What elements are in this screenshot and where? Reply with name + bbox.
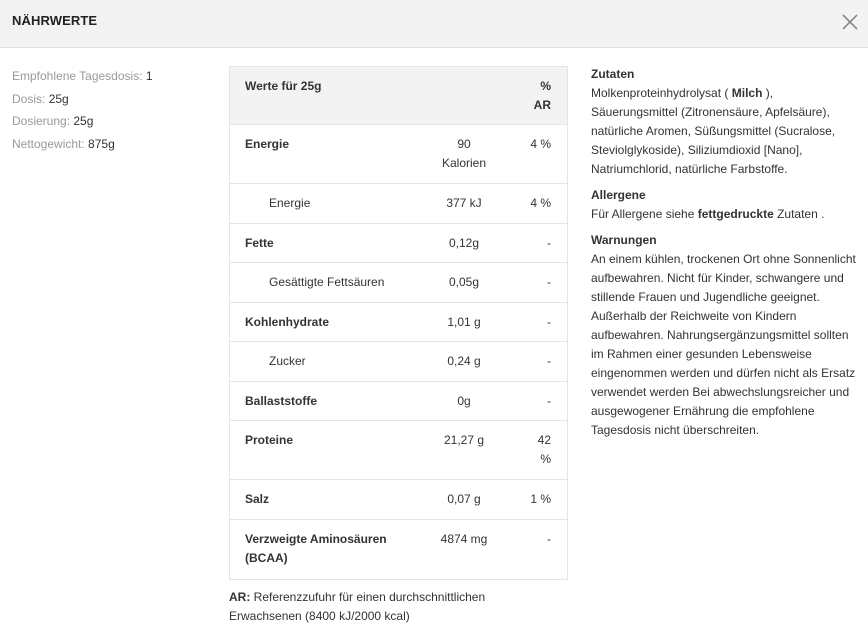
row-name-line1: Verzweigte Aminosäuren xyxy=(245,531,387,546)
ar-footnote xyxy=(229,588,559,626)
modal-header xyxy=(0,0,868,48)
modal-title: NÄHRWERTE xyxy=(12,13,98,28)
header-ar-line2: AR xyxy=(533,98,551,112)
row-ar: 4 % xyxy=(530,196,551,210)
row-ar: - xyxy=(547,235,551,250)
table-row xyxy=(230,382,567,422)
row-value: 0,05g xyxy=(448,275,480,289)
allergens-title: Allergene xyxy=(591,188,646,202)
footnote-text: Referenzzufuhr für einen durchschnittlichen Erwachsenen (8400 kJ/2000 kcal) xyxy=(229,590,486,623)
meta-label: Dosierung: xyxy=(12,114,74,129)
meta-dose xyxy=(12,88,153,111)
header-value xyxy=(410,67,518,124)
meta-label: Empfohlene Tagesdosis: xyxy=(12,69,146,83)
meta-value: 25g xyxy=(73,114,94,129)
row-name: Kohlenhydrate xyxy=(245,314,330,329)
row-value-line2: Kalorien xyxy=(441,156,487,170)
warnings-text: An einem kühlen, trockenen Ort ohne Sonnenlicht aufbewahren. Nicht für Kinder, schwangere und stillende Frauen und Jugendliche geeignet. Außerhalb der Reichweite von Kindern aufbewahren. Nahrungsergänzungsmittel sollten im Rahmen einer gesunden Lebensweise eingenommen werden und dürfen nicht als Ersatz verwendet werden Bei abwechslungsreicher und ausgewogener Ernährung die empfohlene Tagesdosis nicht überschreiten. xyxy=(591,252,856,437)
ingredients-text xyxy=(591,84,861,179)
allergens-text-after: Zutaten . xyxy=(773,207,825,221)
row-name: Energie xyxy=(245,137,290,151)
row-name: Salz xyxy=(245,492,270,506)
warnings-section xyxy=(591,231,861,440)
meta-dosage xyxy=(12,110,153,133)
ingredients-text-before: Molkenproteinhydrolysat ( xyxy=(591,86,732,100)
row-name: Gesättigte Fettsäuren xyxy=(269,275,385,289)
nutrition-table xyxy=(229,66,568,580)
meta-value: 1 xyxy=(145,69,153,83)
close-button[interactable] xyxy=(841,13,859,31)
meta-label: Nettogewicht: xyxy=(12,137,89,152)
row-ar: - xyxy=(547,393,551,408)
meta-net-weight xyxy=(12,133,153,156)
row-ar: 1 % xyxy=(530,492,551,506)
row-value: 4874 mg xyxy=(440,531,488,546)
allergens-text-before: Für Allergene siehe xyxy=(591,207,698,221)
ingredients-title: Zutaten xyxy=(591,67,635,81)
footnote-label: AR: xyxy=(229,590,251,604)
row-name: Proteine xyxy=(245,433,294,447)
row-ar xyxy=(518,421,567,479)
row-value: 0,07 g xyxy=(447,492,481,506)
table-row xyxy=(230,184,567,224)
row-value: 0g xyxy=(457,393,471,408)
ingredients-allergen-bold: Milch xyxy=(731,86,763,100)
row-ar: - xyxy=(547,275,551,289)
table-row xyxy=(230,263,567,303)
table-row xyxy=(230,421,567,480)
row-ar: - xyxy=(547,531,551,546)
table-header xyxy=(230,67,567,125)
header-label: Werte für 25g xyxy=(245,79,322,93)
table-row xyxy=(230,342,567,382)
table-row xyxy=(230,303,567,343)
row-ar-line2: % xyxy=(540,452,551,466)
row-value xyxy=(410,125,518,183)
table-row xyxy=(230,125,567,184)
row-name: Fette xyxy=(245,235,274,250)
header-ar xyxy=(518,67,567,124)
allergens-bold: fettgedruckte xyxy=(697,207,774,221)
row-value: 0,12g xyxy=(448,235,480,250)
product-details xyxy=(591,65,861,447)
row-value-line1: 90 xyxy=(457,137,471,151)
row-value: 377 kJ xyxy=(446,196,482,210)
row-value: 1,01 g xyxy=(447,314,481,329)
meta-recommended-daily-dose xyxy=(12,65,153,88)
table-row xyxy=(230,224,567,264)
row-name: Ballaststoffe xyxy=(245,393,318,408)
row-name-line2: (BCAA) xyxy=(245,550,288,565)
meta-value: 875g xyxy=(88,137,115,152)
row-value: 0,24 g xyxy=(447,354,481,368)
meta-value: 25g xyxy=(48,91,69,106)
allergens-section xyxy=(591,186,861,224)
row-ar-line1: 42 xyxy=(537,433,551,447)
row-ar: - xyxy=(547,354,551,368)
close-icon xyxy=(841,13,859,31)
row-name: Zucker xyxy=(269,354,306,368)
row-name xyxy=(230,520,410,579)
ingredients-text-after: ), Säuerungsmittel (Zitronensäure, Apfelsäure), natürliche Aromen, Süßungsmittel (Sucralose, Steviolglykoside), Siliziumdioxid [Nano], Natriumchlorid, natürliche Farbstoffe. xyxy=(591,86,836,176)
dosage-info xyxy=(12,65,153,156)
header-ar-line1: % xyxy=(540,79,551,93)
table-row xyxy=(230,520,567,579)
row-ar: 4 % xyxy=(530,137,551,151)
allergens-text xyxy=(591,205,861,224)
ingredients-section xyxy=(591,65,861,179)
table-row xyxy=(230,480,567,520)
row-ar: - xyxy=(547,314,551,329)
warnings-title: Warnungen xyxy=(591,233,657,247)
meta-label: Dosis: xyxy=(12,91,49,106)
row-value: 21,27 g xyxy=(443,433,485,447)
row-name: Energie xyxy=(269,196,311,210)
